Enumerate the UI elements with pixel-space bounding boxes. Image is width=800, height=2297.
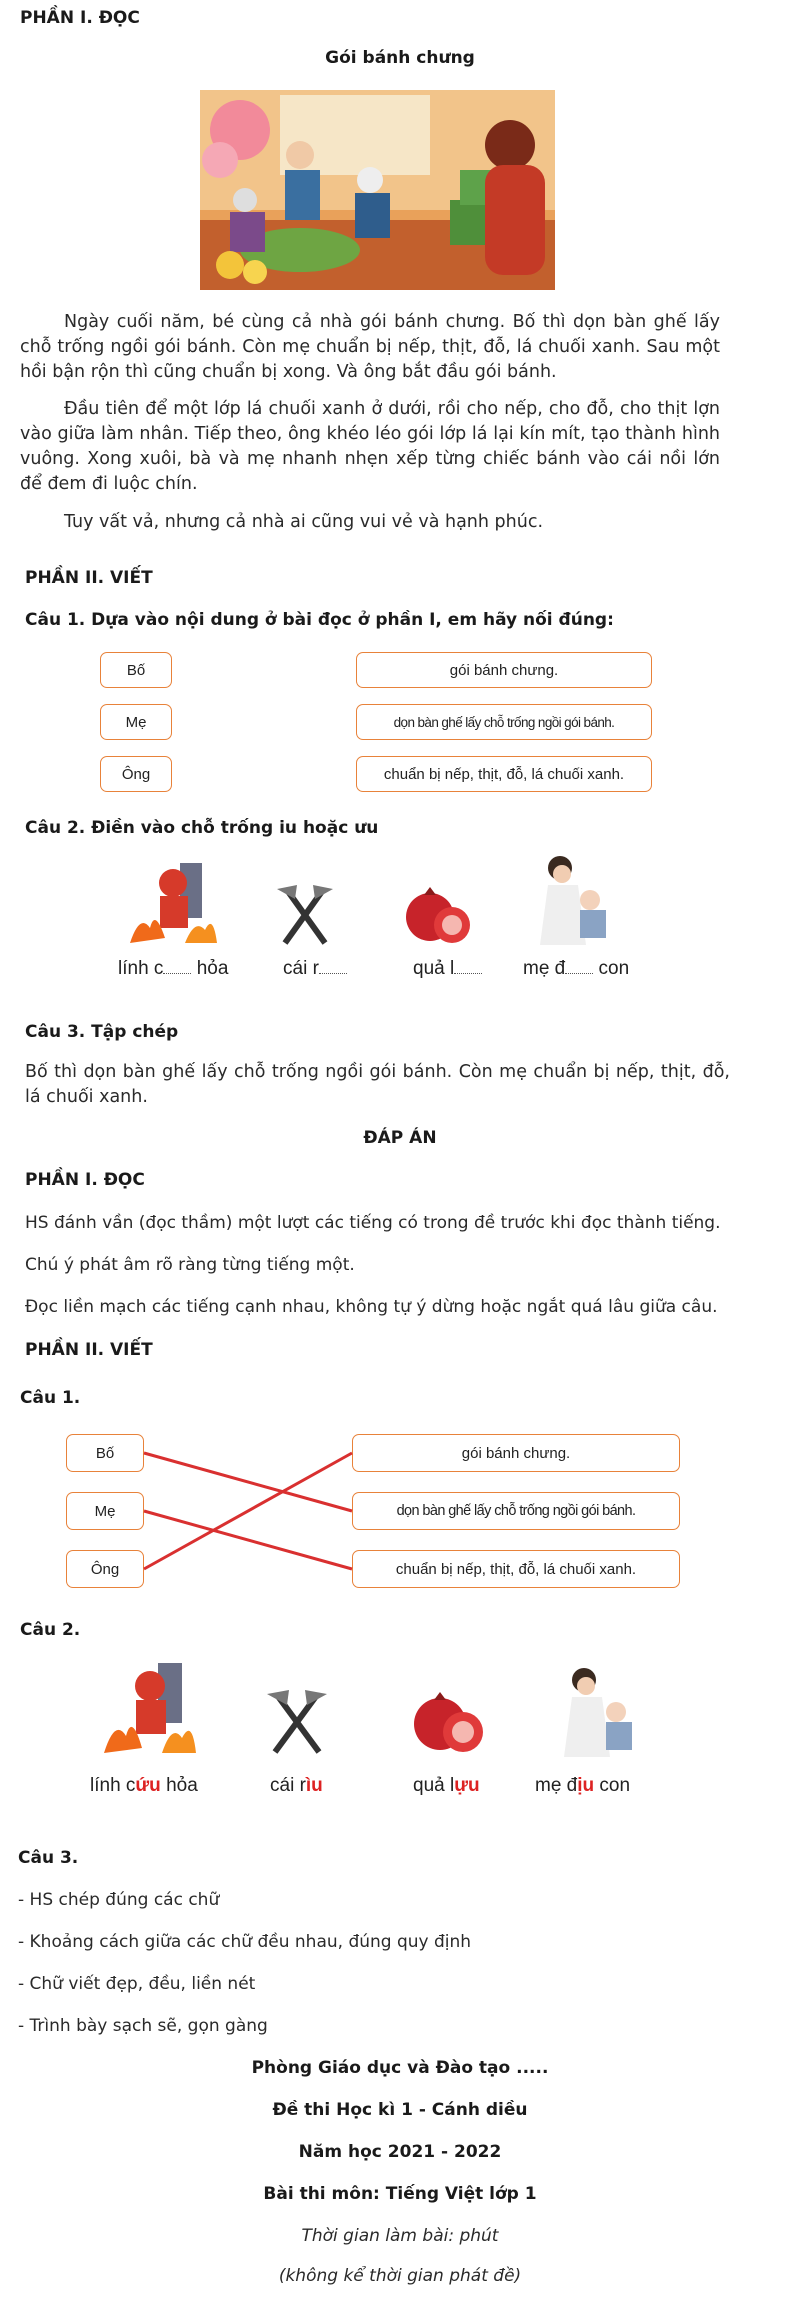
- footer-line-1: Phòng Giáo dục và Đào tạo .....: [251, 2058, 549, 2078]
- ans-right-3: chuẩn bị nếp, thịt, đỗ, lá chuối xanh.: [352, 1550, 680, 1588]
- ans-part1-line-2: Chú ý phát âm rõ ràng từng tiếng một.: [25, 1255, 355, 1275]
- ans-c3-line-2: - Khoảng cách giữa các chữ đều nhau, đúng quy định: [18, 1932, 472, 1952]
- q3-text: Bố thì dọn bàn ghế lấy chỗ trống ngồi gói bánh. Còn mẹ chuẩn bị nếp, thịt, đỗ, lá chuối xanh.: [25, 1062, 730, 1107]
- line-me-to-chuan-bi: [144, 1511, 352, 1569]
- reading-paragraph-1: Ngày cuối năm, bé cùng cả nhà gói bánh chưng. Bố thì dọn bàn ghế lấy chỗ trống ngồi gói bánh. Còn mẹ chuẩn bị nếp, thịt, đỗ, lá chuối xanh. Sau một hồi bận rộn thì cũng chuẩn bị xong. Và ông bắt đầu gói bánh.: [20, 312, 720, 382]
- line-ong-to-goi-banh: [144, 1453, 352, 1569]
- q1-title: Câu 1. Dựa vào nội dung ở bài đọc ở phần I, em hãy nối đúng:: [25, 610, 614, 630]
- footer-line-2: Đề thi Học kì 1 - Cánh diều: [272, 2100, 528, 2120]
- q2-word-2: cái r: [283, 958, 347, 980]
- q3-title: Câu 3. Tập chép: [25, 1022, 179, 1042]
- left-item-ong: Ông: [100, 756, 172, 792]
- q2-word-1: lính c hỏa: [118, 958, 229, 979]
- q2-word-4: mẹ đ con: [523, 958, 630, 979]
- ans-left-bo: Bố: [66, 1434, 144, 1472]
- footer-line-6: (không kể thời gian phát đề): [278, 2266, 522, 2286]
- ans-part1-line-3: Đọc liền mạch các tiếng cạnh nhau, không tự ý dừng hoặc ngắt quá lâu giữa câu.: [25, 1297, 718, 1317]
- ans-q2-word-2: cái rìu: [270, 1775, 323, 1796]
- ans-mother-baby-image: [550, 1662, 650, 1762]
- reading-paragraph-2: Đầu tiên để một lớp lá chuối xanh ở dưới, rồi cho nếp, cho đỗ, cho thịt lợn vào giữa làm nhân. Tiếp theo, ông khéo léo gói lớp lá lại kín mít, tạo thành hình vuông. Xong xuôi, bà và mẹ nhanh nhẹn xếp từng chiếc bánh vào cái nồi lớn để đem đi luộc chín.: [20, 399, 720, 494]
- footer-line-3: Năm học 2021 - 2022: [298, 2142, 502, 2162]
- right-item-2: dọn bàn ghế lấy chỗ trống ngồi gói bánh.: [356, 704, 652, 740]
- ans-right-2: dọn bàn ghế lấy chỗ trống ngồi gói bánh.: [352, 1492, 680, 1530]
- q2-word-3: quả l: [413, 958, 482, 980]
- ans-q2-word-4: mẹ địu con: [535, 1775, 631, 1796]
- ans-right-1: gói bánh chưng.: [352, 1434, 680, 1472]
- ans-c3-title: Câu 3.: [18, 1848, 79, 1868]
- right-item-1: gói bánh chưng.: [356, 652, 652, 688]
- part2-title: PHẦN II. VIẾT: [25, 568, 153, 588]
- line-bo-to-don-ban: [144, 1453, 352, 1511]
- footer-line-4: Bài thi môn: Tiếng Việt lớp 1: [263, 2184, 537, 2204]
- q2-title: Câu 2. Điền vào chỗ trống iu hoặc ưu: [25, 818, 379, 838]
- ans-left-me: Mẹ: [66, 1492, 144, 1530]
- ans-q2-word-3: quả lựu: [413, 1775, 480, 1796]
- ans-q2-word-1: lính cứu hỏa: [90, 1775, 198, 1796]
- ans-firefighter-image: [100, 1658, 200, 1758]
- ans-left-ong: Ông: [66, 1550, 144, 1588]
- ans-c3-line-1: - HS chép đúng các chữ: [18, 1890, 220, 1910]
- ans-c1-title: Câu 1.: [20, 1388, 81, 1408]
- reading-title: Gói bánh chưng: [325, 48, 475, 68]
- ans-pomegranate-image: [408, 1690, 488, 1755]
- footer-line-5: Thời gian làm bài: phút: [301, 2226, 499, 2246]
- answer-title: ĐÁP ÁN: [363, 1128, 437, 1148]
- ans-axe-image: [265, 1690, 330, 1755]
- ans-part1-title: PHẦN I. ĐỌC: [25, 1170, 145, 1190]
- ans-part1-line-1: HS đánh vần (đọc thầm) một lượt các tiếng có trong đề trước khi đọc thành tiếng.: [25, 1213, 721, 1233]
- ans-c3-line-3: - Chữ viết đẹp, đều, liền nét: [18, 1974, 256, 1994]
- ans-part2-title: PHẦN II. VIẾT: [25, 1340, 153, 1360]
- left-item-bo: Bố: [100, 652, 172, 688]
- ans-c2-title: Câu 2.: [20, 1620, 81, 1640]
- reading-paragraph-3: Tuy vất vả, nhưng cả nhà ai cũng vui vẻ và hạnh phúc.: [64, 512, 544, 532]
- left-item-me: Mẹ: [100, 704, 172, 740]
- part1-title: PHẦN I. ĐỌC: [20, 8, 140, 28]
- ans-c3-line-4: - Trình bày sạch sẽ, gọn gàng: [18, 2016, 268, 2036]
- right-item-3: chuẩn bị nếp, thịt, đỗ, lá chuối xanh.: [356, 756, 652, 792]
